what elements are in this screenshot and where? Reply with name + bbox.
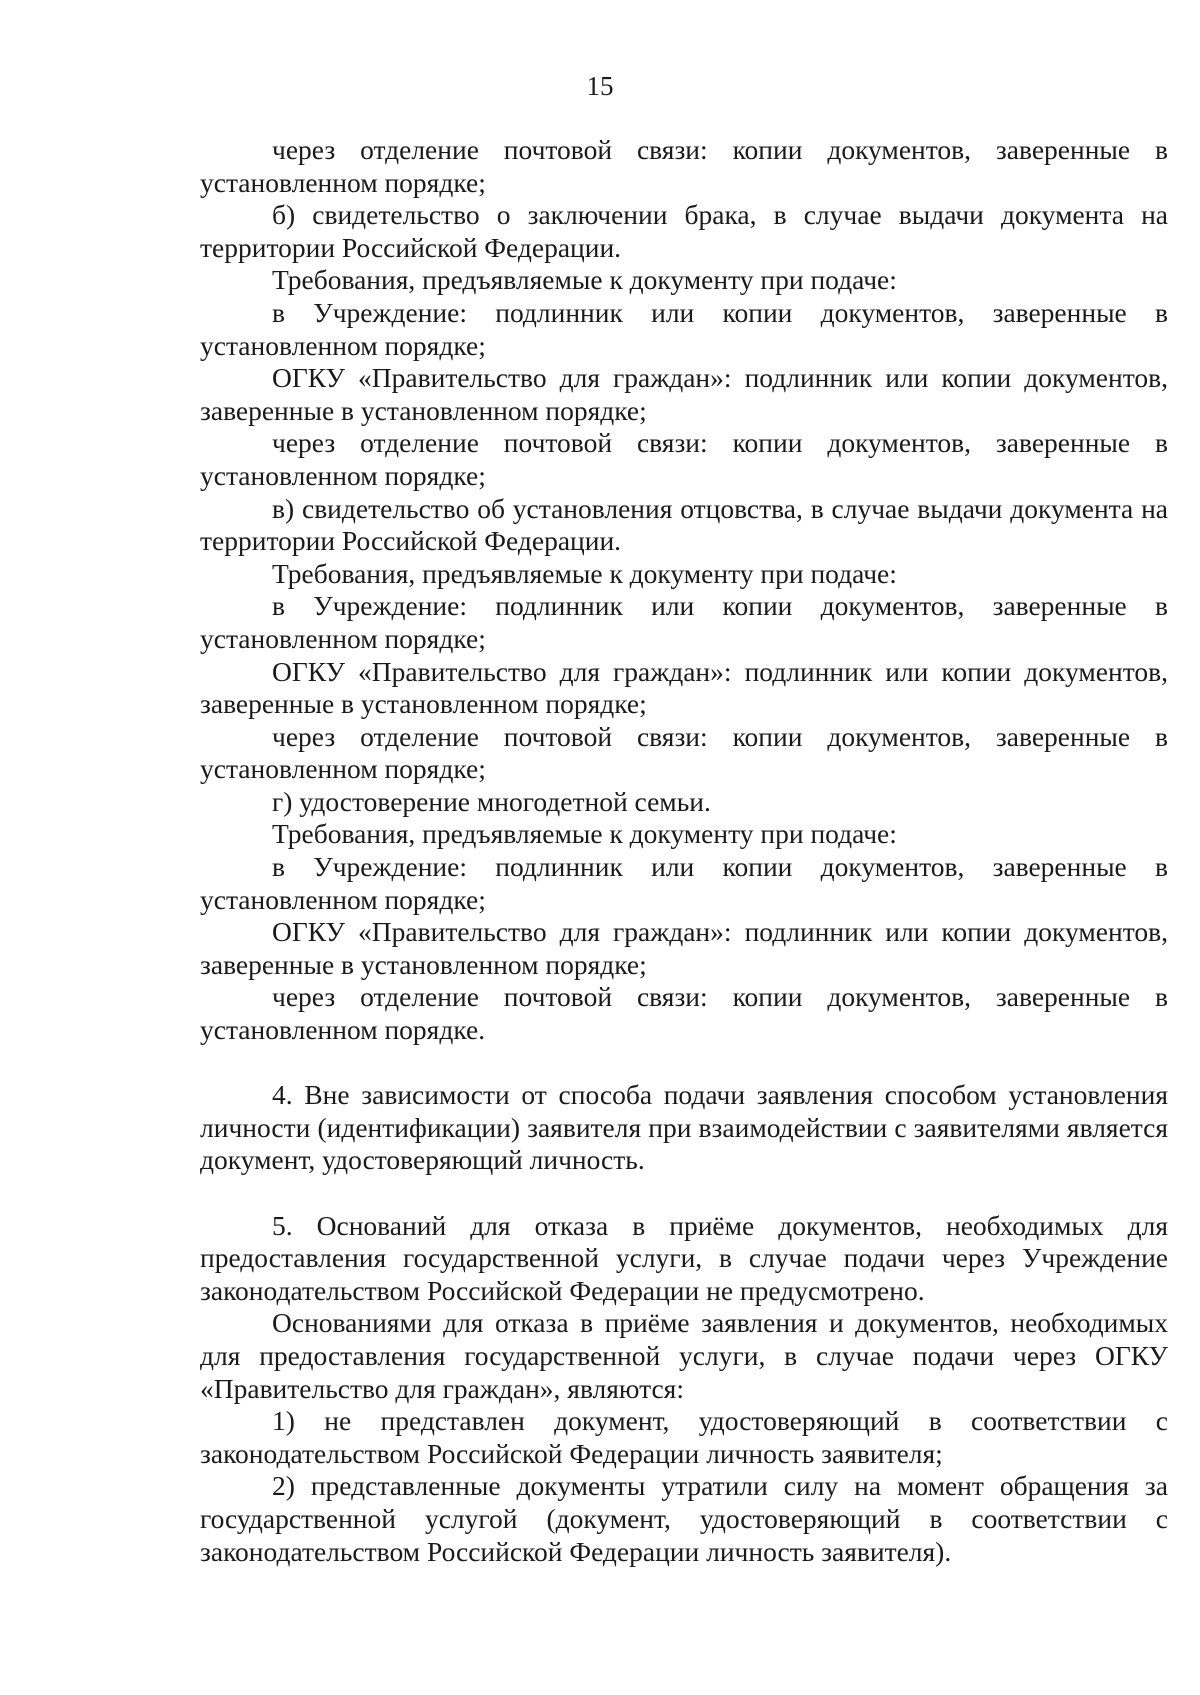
paragraph: Требования, предъявляемые к документу при подаче:	[272, 264, 897, 296]
paragraph: через отделение почтовой связи: копии документов, заверенные в установленном порядке;	[200, 720, 1168, 785]
page-number: 15	[586, 71, 614, 101]
paragraph: через отделение почтовой связи: копии документов, заверенные в установленном порядке;	[200, 134, 1168, 198]
paragraph: Требования, предъявляемые к документу при подаче:	[272, 818, 897, 850]
paragraph: в) свидетельство об установления отцовства, в случае выдачи документа на территории Российской Федерации.	[200, 492, 1168, 557]
paragraph: Основаниями для отказа в приёме заявления и документов, необходимых для предоставления государственной услуги, в случае подачи через ОГКУ «Правительство для граждан», являются:	[200, 1307, 1168, 1404]
paragraph: через отделение почтовой связи: копии документов, заверенные в установленном порядке;	[200, 427, 1168, 491]
paragraph: ОГКУ «Правительство для граждан»: подлинник или копии документов, заверенные в установленном порядке;	[200, 916, 1168, 980]
paragraph: ОГКУ «Правительство для граждан»: подлинник или копии документов, заверенные в установленном порядке;	[200, 655, 1168, 720]
paragraph: 2) представленные документы утратили силу на момент обращения за государственной услугой (документ, удостоверяющий в соответствии с законодательством Российской Федерации личность заявителя).	[200, 1470, 1168, 1567]
paragraph-gap	[200, 1047, 1168, 1080]
paragraph: в Учреждение: подлинник или копии документов, заверенные в установленном порядке;	[200, 851, 1168, 915]
paragraph: Требования, предъявляемые к документу при подаче:	[272, 557, 897, 589]
paragraph: г) удостоверение многодетной семьи.	[272, 785, 711, 817]
paragraph: в Учреждение: подлинник или копии документов, заверенные в установленном порядке;	[200, 296, 1168, 361]
paragraph: 4. Вне зависимости от способа подачи заявления способом установления личности (идентификации) заявителя при взаимодействии с заявителями является документ, удостоверяющий личность.	[200, 1079, 1168, 1176]
paragraph: через отделение почтовой связи: копии документов, заверенные в установленном порядке.	[200, 981, 1168, 1046]
paragraph: в Учреждение: подлинник или копии документов, заверенные в установленном порядке;	[200, 590, 1168, 654]
paragraph: 5. Оснований для отказа в приёме документов, необходимых для предоставления государственной услуги, в случае подачи через Учреждение законодательством Российской Федерации не предусмотрено.	[200, 1209, 1168, 1306]
document-body	[200, 134, 1168, 1568]
paragraph-gap	[200, 1177, 1168, 1210]
paragraph: 1) не представлен документ, удостоверяющий в соответствии с законодательством Российской Федерации личность заявителя;	[200, 1405, 1168, 1469]
paragraph: ОГКУ «Правительство для граждан»: подлинник или копии документов, заверенные в установленном порядке;	[200, 362, 1168, 426]
paragraph: б) свидетельство о заключении брака, в случае выдачи документа на территории Российской Федерации.	[200, 199, 1168, 263]
